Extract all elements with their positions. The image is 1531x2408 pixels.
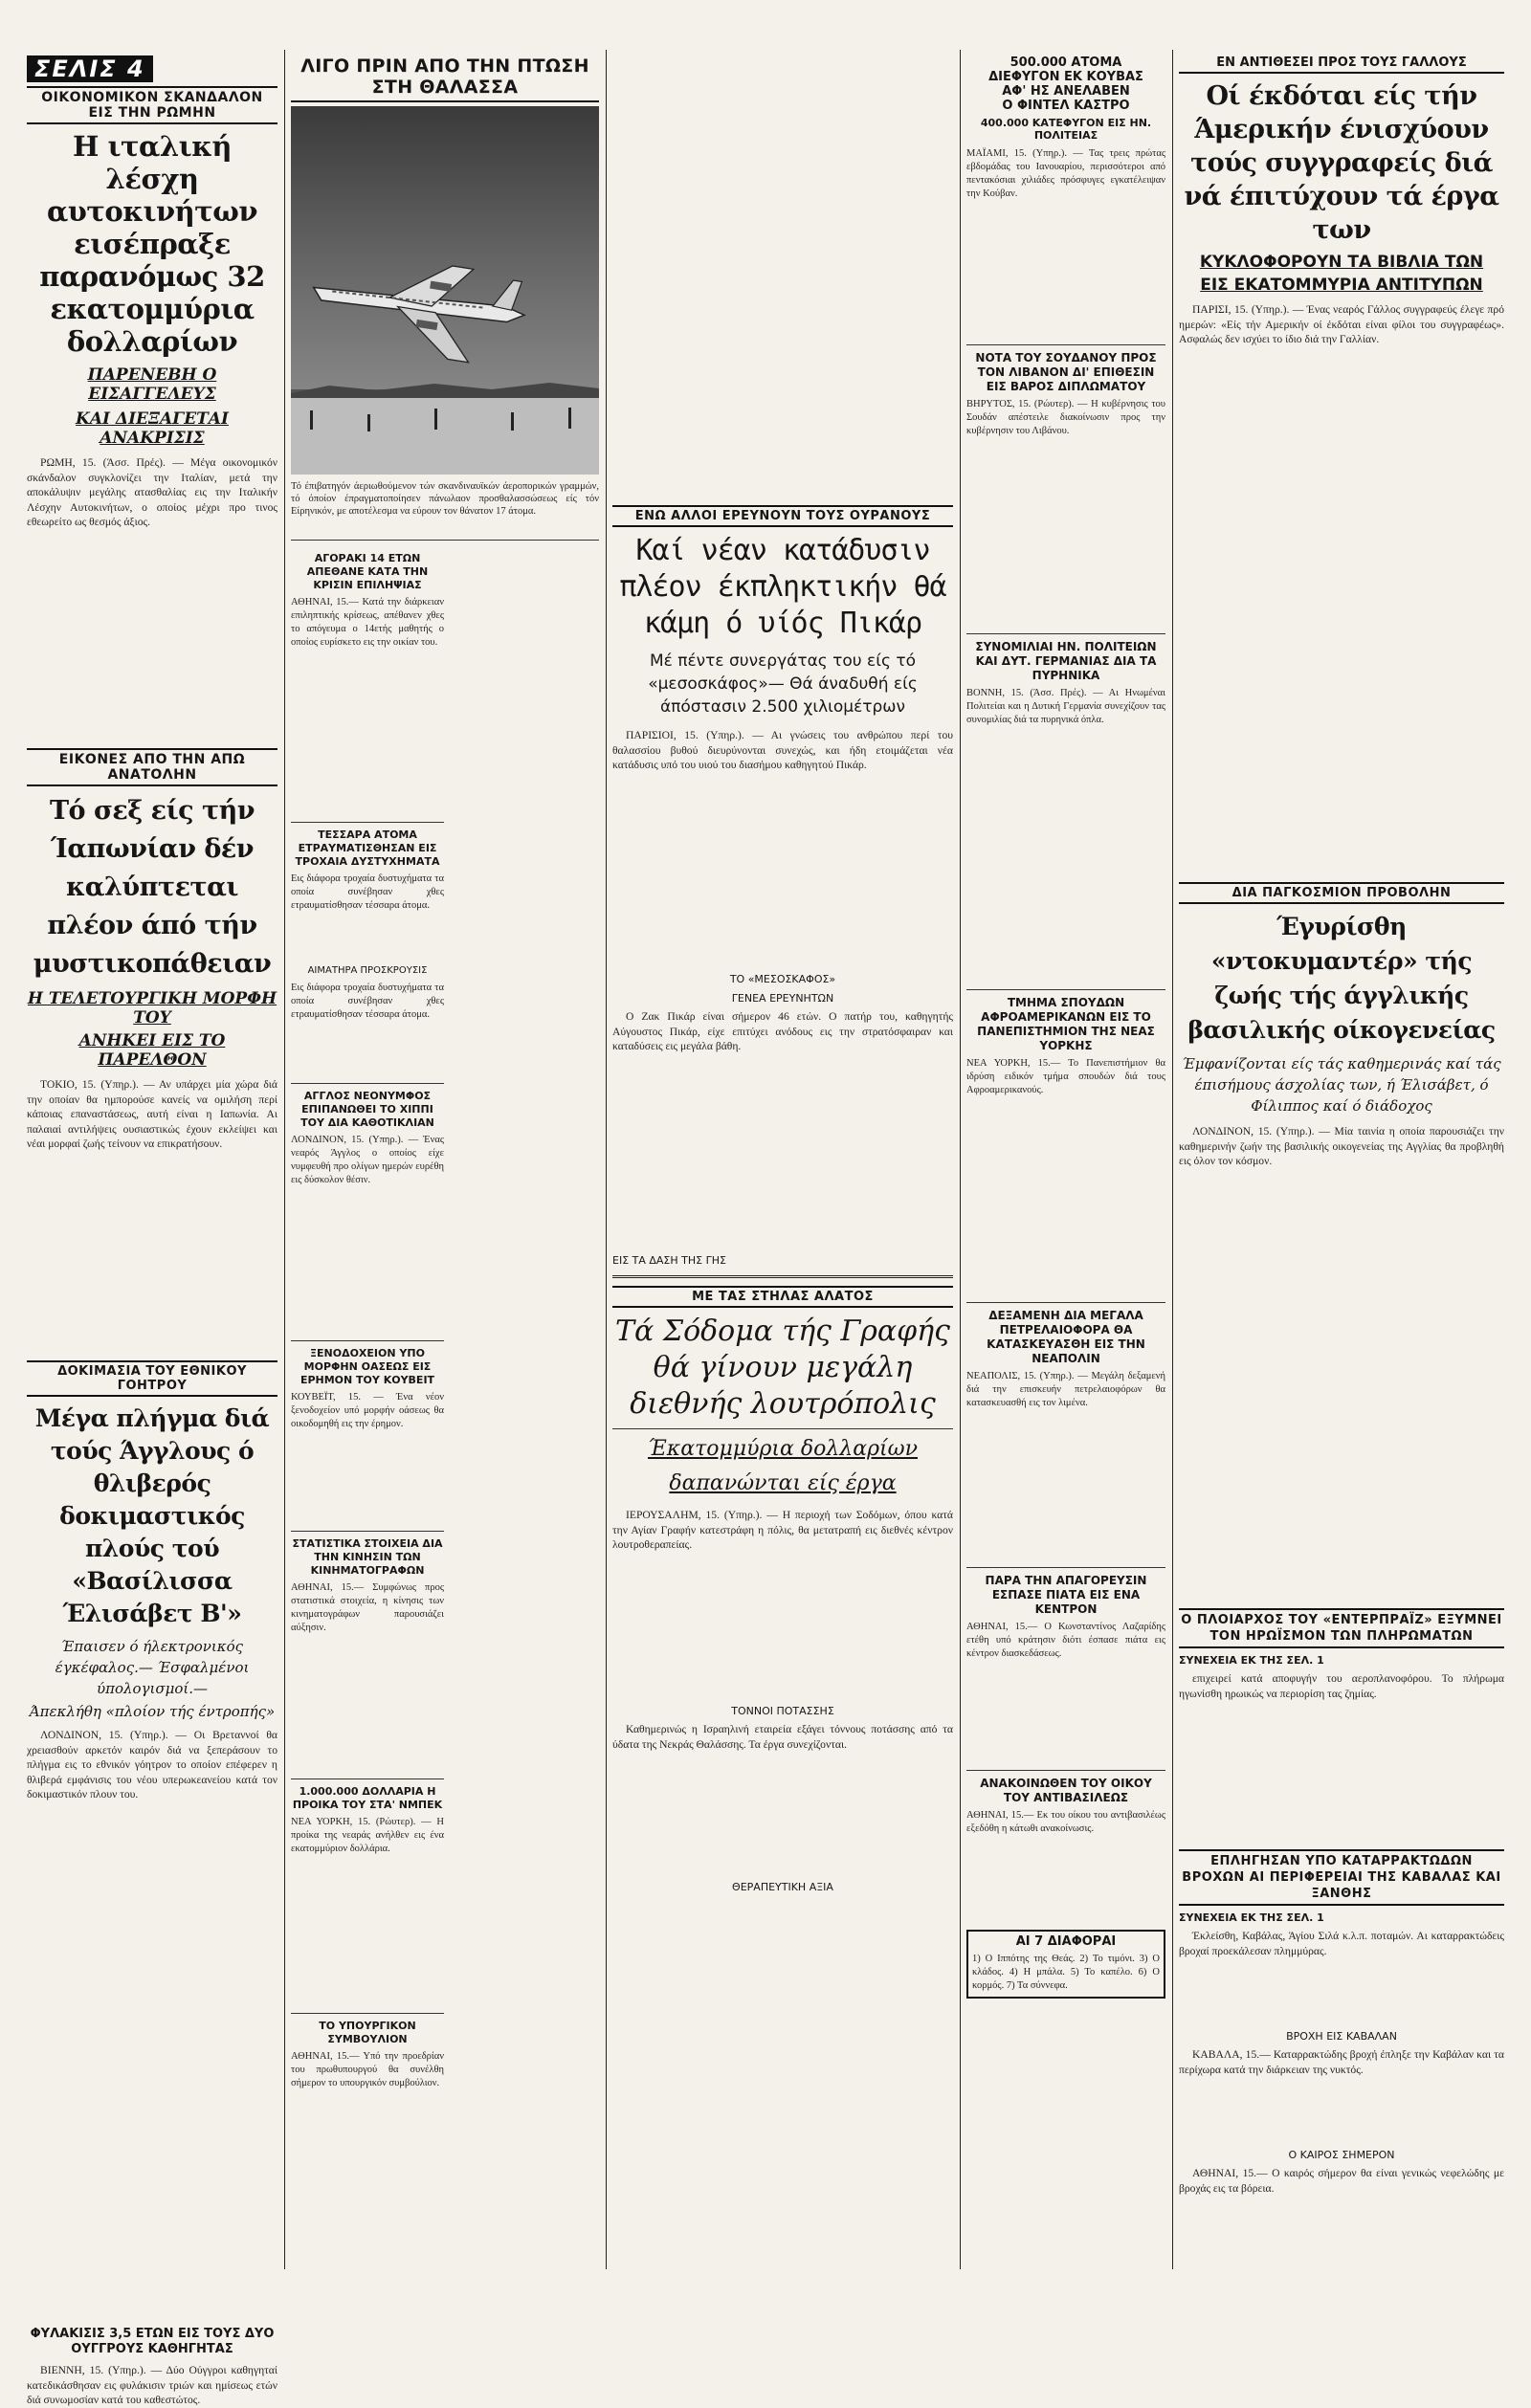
page-number-badge: ΣΕΛΙΣ 4: [27, 55, 153, 82]
brief-body: ΑΘΗΝΑΙ, 15.— Συμφώνως προς στατιστικά στοιχεία, η κίνησις των κινηματογράφων παρουσιάζει αύξησιν.: [291, 1582, 444, 1633]
inline-subhead: ΓΕΝΕΑ ΕΡΕΥΝΗΤΩΝ: [731, 992, 834, 1005]
column-2: [291, 55, 599, 2275]
brief-body: ΑΘΗΝΑΙ, 15.— Κατά την διάρκειαν επιληπτικής κρίσεως, απέθανεν χθες το απόγευμα ο 14ετής μαθητής ο οποίος ευρίσκετο εις την οικίαν του.: [291, 597, 444, 648]
divider: [966, 344, 1165, 345]
subheadline-1: ΠΑΡΕΝΕΒΗ Ο ΕΙΣΑΓΓΕΛΕΥΣ: [87, 365, 217, 404]
box-line: Ο ΦΙΝΤΕΛ ΚΑΣΤΡΟ: [1002, 99, 1130, 113]
puzzle-box: [966, 1930, 1165, 1999]
article-paragraph: Ο Ζακ Πικάρ είναι σήμερον 46 ετών. Ο πατήρ του, καθηγητής Αύγουστος Πικάρ, είχε επιτύχει ανόδους εις την στρατόσφαιραν και καταδύσεις εις μεγάλα βάθη.: [612, 1010, 953, 1052]
brief-headline: ΑΝΑΚΟΙΝΩΘΕΝ ΤΟΥ ΟΙΚΟΥ ΤΟΥ ΑΝΤΙΒΑΣΙΛΕΩΣ: [980, 1777, 1152, 1804]
brief-headline: ΣΤΑΤΙΣΤΙΚΑ ΣΤΟΙΧΕΙΑ ΔΙΑ ΤΗΝ ΚΙΝΗΣΙΝ ΤΩΝ ΚΙΝΗΜΑΤΟΓΡΑΦΩΝ: [292, 1537, 443, 1577]
deck: Μέ πέντε συνεργάτας του είς τό «μεσοσκάφος»— Θά άναδυθή είς άπόστασιν 2.500 χιλιομέτρων: [648, 652, 918, 717]
column-rule-1: [284, 50, 285, 2269]
article-paragraph: ΛΟΝΔΙΝΟΝ, 15. (Υπηρ.). — Οι Βρεταννοί θα χρειασθούν αρκετόν καιρόν διά να ξεπεράσουν το πλήγμα εις το εθνικόν γόητρον το οποίον επέφερεν η θλιβερά εμφάνισις του νέου υπερωκεανείου κατά τον δοκιμαστικόν πλουν του.: [27, 1729, 277, 1800]
divider: [291, 1531, 444, 1532]
continuation-label: ΣΥΝΕΧΕΙΑ ΕΚ ΤΗΣ ΣΕΛ. 1: [1179, 1911, 1324, 1924]
article-paragraph: ΛΟΝΔΙΝΟΝ, 15. (Υπηρ.). — Μία ταινία η οποία παρουσιάζει την καθημερινήν ζωήν της βασιλικής οικογενείας της Αγγλίας θα προβληθή εις όλον τον κόσμον.: [1179, 1125, 1504, 1167]
deck: Έμφανίζονται είς τάς καθημερινάς καί τάς έπισήμους άσχολίας των, ή Έλισάβετ, ό Φίλιππος καί ό διάδοχος: [1182, 1055, 1501, 1115]
section-kicker: ΜΕ ΤΑΣ ΣΤΗΛΑΣ ΑΛΑΤΟΣ: [612, 1286, 953, 1308]
brief-body: ΚΟΥΒΕΪΤ, 15. — Ένα νέον ξενοδοχείον υπό μορφήν οάσεως θα οικοδομηθή εις την έρημον.: [291, 1392, 444, 1429]
headline: Μέγα πλήγμα διά τούς Άγγλους ό θλιβερός δοκιμαστικός πλούς τού «Βασίλισσα Έλισάβετ Β'»: [34, 1404, 270, 1627]
article-body: [27, 455, 277, 742]
brief-headline: ΑΙ 7 ΔΙΑΦΟΡΑΙ: [1015, 1934, 1117, 1949]
divider: [966, 989, 1165, 990]
inline-subhead: ΘΕΡΑΠΕΥΤΙΚΗ ΑΞΙΑ: [732, 1881, 833, 1893]
subheadline-2: ΕΙΣ ΕΚΑΤΟΜΜΥΡΙΑ ΑΝΤΙΤΥΠΩΝ: [1200, 276, 1483, 295]
subheadline-2: ΚΑΙ ΔΙΕΞΑΓΕΤΑΙ ΑΝΑΚΡΙΣΙΣ: [76, 409, 229, 448]
brief-text: Εις διάφορα τροχαία δυστυχήματα τα οποία συνέβησαν χθες ετραυματίσθησαν τέσσαρα άτομα.: [291, 983, 444, 1020]
brief-body: [291, 982, 444, 1077]
section-kicker: ΕΠΛΗΓΗΣΑΝ ΥΠΟ ΚΑΤΑΡΡΑΚΤΩΔΩΝ ΒΡΟΧΩΝ ΑΙ ΠΕΡΙΦΕΡΕΙΑΙ ΤΗΣ ΚΑΒΑΛΑΣ ΚΑΙ ΞΑΝΘΗΣ: [1179, 1849, 1504, 1906]
divider: [291, 2013, 444, 2014]
article-paragraph: ΠΑΡΙΣΙ, 15. (Υπηρ.). — Ένας νεαρός Γάλλος συγγραφεύς έλεγε πρό ημερών: «Είς τήν Αμερικήν οί έκδόται είναι φίλοι του συγγραφέως». Ασφαλώς δεν ισχύει το ίδιο διά την Γαλλίαν.: [1179, 303, 1504, 345]
section-kicker: ΕΝΩ ΑΛΛΟΙ ΕΡΕΥΝΟΥΝ ΤΟΥΣ ΟΥΡΑΝΟΥΣ: [612, 505, 953, 527]
divider: [612, 1275, 953, 1278]
box-line: 400.000 ΚΑΤΕΦΥΓΟΝ ΕΙΣ ΗΝ. ΠΟΛΙΤΕΙΑΣ: [980, 117, 1152, 142]
section-kicker: ΕΙΚΟΝΕΣ ΑΠΟ ΤΗΝ ΑΠΩ ΑΝΑΤΟΛΗΝ: [27, 748, 277, 786]
column-3: [612, 55, 953, 2275]
article-paragraph: ΑΘΗΝΑΙ, 15.— Ο καιρός σήμερον θα είναι γενικώς νεφελώδης με βροχάς εις τα βόρεια.: [1179, 2167, 1504, 2195]
article-paragraph: ΤΟΚΙΟ, 15. (Υπηρ.). — Αν υπάρχει μία χώρα διά την οποίαν θα ημπορούσε κανείς να ομιλήση περί κάποιας επαναστάσεως, αυτή είναι η Ιαπωνία. Αι παλαιαί αντιλήψεις ουσιαστικώς έχουν εκλείψει και νέαι μορφαί ζωής τείνουν να επικρατήσουν.: [27, 1078, 277, 1150]
headline: Τό σεξ είς τήν Ίαπωνίαν δέν καλύπτεται πλέον άπό τήν μυστικοπάθειαν: [33, 796, 272, 979]
divider: [291, 540, 599, 541]
divider: [966, 633, 1165, 634]
brief-body: ΑΘΗΝΑΙ, 15.— Εκ του οίκου του αντιβασιλέως εξεδόθη η κάτωθι ανακοίνωσις.: [966, 1810, 1165, 1834]
brief-headline: 1.000.000 ΔΟΛΛΑΡΙΑ Η ΠΡΟΙΚΑ ΤΟΥ ΣΤΑ' ΝΜΠΕΚ: [292, 1785, 443, 1811]
headline: ΦΥΛΑΚΙΣΙΣ 3,5 ΕΤΩΝ ΕΙΣ ΤΟΥΣ ΔΥΟ ΟΥΓΓΡΟΥΣ ΚΑΘΗΓΗΤΑΣ: [30, 2327, 275, 2356]
inline-subhead: ΕΙΣ ΤΑ ΔΑΣΗ ΤΗΣ ΓΗΣ: [612, 1254, 726, 1267]
brief-headline: ΑΓΓΛΟΣ ΝΕΟΝΥΜΦΟΣ ΕΠΙΠΑΝΩΘΕΙ ΤΟ ΧΙΠΠΙ ΤΟΥ ΔΙΑ ΚΑΘΟΤΙΚΛΙΑΝ: [300, 1090, 434, 1129]
column-rule-4: [1172, 50, 1173, 2269]
deck-1: Έπαισεν ό ήλεκτρονικός έγκέφαλος.— Έσφαλμένοι ύπολογισμοί.—: [55, 1638, 250, 1697]
section-kicker: ΟΙΚΟΝΟΜΙΚΟΝ ΣΚΑΝΔΑΛΟΝ ΕΙΣ ΤΗΝ ΡΩΜΗΝ: [27, 86, 277, 124]
article-body: [1179, 1929, 1504, 2024]
headline: Έγυρίσθη «ντοκυμαντέρ» τής ζωής τής άγγλικής βασιλικής οίκογενείας: [1187, 913, 1496, 1044]
photo-title: ΛΙΓΟ ΠΡΙΝ ΑΠΟ ΤΗΝ ΠΤΩΣΗ ΣΤΗ ΘΑΛΑΣΣΑ: [291, 55, 599, 102]
subheadline-1: ΚΥΚΛΟΦΟΡΟΥΝ ΤΑ ΒΙΒΛΙΑ ΤΩΝ: [1199, 253, 1484, 272]
brief-body: ΝΕΑΠΟΛΙΣ, 15. (Υπηρ.). — Μεγάλη δεξαμενή διά την επισκευήν πετρελαιοφόρων θα κατασκευασθή εις τον λιμένα.: [966, 1371, 1165, 1408]
article-body: [27, 2363, 277, 2408]
article-body: ΜΑΪΑΜΙ, 15. (Υπηρ.). — Τας τρεις πρώτας εβδομάδας του Ιανουαρίου, περισσότεροι από πεντακόσιαι χιλιάδες πρόσφυγες εγκατέλειψαν την Κούβαν.: [966, 148, 1165, 199]
column-rule-2: [606, 50, 607, 2269]
brief-headline: ΣΥΝΟΜΙΛΙΑΙ ΗΝ. ΠΟΛΙΤΕΙΩΝ ΚΑΙ ΔΥΤ. ΓΕΡΜΑΝΙΑΣ ΔΙΑ ΤΑ ΠΥΡΗΝΙΚΑ: [975, 640, 1157, 682]
deck-2: Άπεκλήθη «πλοίον τής έντροπής»: [29, 1703, 276, 1720]
section-kicker: ΕΝ ΑΝΤΙΘΕΣΕΙ ΠΡΟΣ ΤΟΥΣ ΓΑΛΛΟΥΣ: [1179, 55, 1504, 74]
box-line: 500.000 ΑΤΟΜΑ: [1010, 55, 1122, 70]
article-body: [1179, 1124, 1504, 1602]
article-paragraph: ΠΑΡΙΣΙΟΙ, 15. (Υπηρ.). — Αι γνώσεις του ανθρώπου περί του θαλασσίου βυθού διευρύνονται συνεχώς, και ήδη ετοιμάζεται νέα κατάδυσις υπό του υιού του διασήμου καθηγητού Πικάρ.: [612, 729, 953, 771]
headline: Καί νέαν κατάδυσιν πλέον έκπληκτικήν θά κάμη ό υίός Πικάρ: [619, 534, 946, 640]
brief-headline: ΞΕΝΟΔΟΧΕΙΟΝ ΥΠΟ ΜΟΡΦΗΝ ΟΑΣΕΩΣ ΕΙΣ ΕΡΗΜΟΝ ΤΟΥ ΚΟΥΒΕΙΤ: [300, 1347, 435, 1386]
brief-headline: ΠΑΡΑ ΤΗΝ ΑΠΑΓΟΡΕΥΣΙΝ ΕΣΠΑΣΕ ΠΙΑΤΑ ΕΙΣ ΕΝΑ ΚΕΝΤΡΟΝ: [985, 1574, 1147, 1616]
headline: Οί έκδόται είς τήν Άμερικήν ένισχύουν τούς συγγραφείς διά νά έπιτύχουν τά έργα των: [1184, 81, 1499, 245]
article-paragraph: Έκλείσθη, Καβάλας, Άγίου Σιλά κ.λ.π. ποταμών. Αι καταρρακτώδεις βροχαί προεκάλεσαν πλημμύρας.: [1179, 1930, 1504, 1957]
article-body: [612, 728, 953, 967]
divider: [966, 1567, 1165, 1568]
subheadline-1: Η ΤΕΛΕΤΟΥΡΓΙΚΗ ΜΟΡΦΗ ΤΟΥ: [27, 989, 277, 1027]
brief-body: ΒΗΡΥΤΟΣ, 15. (Ρώυτερ). — Η κυβέρνησις του Σουδάν απέστειλε διακοίνωσιν προς την κυβέρνησιν του Λιβάνου.: [966, 399, 1165, 436]
column-5: [1179, 55, 1504, 2275]
brief-body: Εις διάφορα τροχαία δυστυχήματα τα οποία συνέβησαν χθες ετραυματίσθησαν τέσσαρα άτομα.: [291, 873, 444, 911]
article-body: [1179, 2047, 1504, 2143]
brief-headline: ΤΜΗΜΑ ΣΠΟΥΔΩΝ ΑΦΡΟΑΜΕΡΙΚΑΝΩΝ ΕΙΣ ΤΟ ΠΑΝΕΠΙΣΤΗΜΙΟΝ ΤΗΣ ΝΕΑΣ ΥΟΡΚΗΣ: [977, 996, 1155, 1052]
brief-body: ΝΕΑ ΥΟΡΚΗ, 15. (Ρώυτερ). — Η προίκα της νεαράς ανήλθεν εις ένα εκατομμύριον δολλάρια.: [291, 1817, 444, 1854]
page-badge: [27, 55, 277, 82]
deck-1: Έκατομμύρια δολλαρίων: [648, 1437, 918, 1461]
column-rule-3: [960, 50, 961, 2269]
inline-subhead: ΒΡΟΧΗ ΕΙΣ ΚΑΒΑΛΑΝ: [1286, 2030, 1397, 2043]
article-body: [1179, 1671, 1504, 1844]
article-body: [612, 1009, 953, 1248]
article-body: [27, 1728, 277, 2321]
brief-body: 1) Ο Ιππότης της Θεάς. 2) Το τιμόνι. 3) Ο κλάδος. 4) Η μπάλα. 5) Το καπέλο. 6) Ο κορμός. 7) Τα σύννεφα.: [972, 1954, 1160, 1991]
brief-headline: ΑΓΟΡΑΚΙ 14 ΕΤΩΝ ΑΠΕΘΑΝΕ ΚΑΤΑ ΤΗΝ ΚΡΙΣΙΝ ΕΠΙΛΗΨΙΑΣ: [306, 552, 429, 591]
brief-headline: ΤΕΣΣΑΡΑ ΑΤΟΜΑ ΕΤΡΑΥΜΑΤΙΣΘΗΣΑΝ ΕΙΣ ΤΡΟΧΑΙΑ ΔΥΣΤΥΧΗΜΑΤΑ: [295, 828, 440, 868]
inline-subhead: Ο ΚΑΙΡΟΣ ΣΗΜΕΡΟΝ: [1288, 2149, 1395, 2161]
article-paragraph: ΙΕΡΟΥΣΑΛΗΜ, 15. (Υπηρ.). — Η περιοχή των Σοδόμων, όπου κατά την Αγίαν Γραφήν κατεστράφη η πόλις, θα μετατραπή εις διεθνές κέντρον λουτροθεραπείας.: [612, 1509, 953, 1551]
divider: [291, 822, 444, 823]
article-paragraph: Καθημερινώς η Ισραηλινή εταιρεία εξάγει τόννους ποτάσσης από τα ύδατα της Νεκράς Θαλάσσης. Τα έργα συνεχίζονται.: [612, 1723, 953, 1751]
brief-body: ΑΘΗΝΑΙ, 15.— Ο Κωνσταντίνος Λαζαρίδης ετέθη υπό κράτησιν διότι έσπασε πιάτα εις κέντρον διασκεδάσεως.: [966, 1622, 1165, 1659]
inline-subhead: ΑΙΜΑΤΗΡΑ ΠΡΟΣΚΡΟΥΣΙΣ: [307, 965, 428, 976]
box-line: ΑΦ' ΗΣ ΑΝΕΛΑΒΕΝ: [1002, 84, 1130, 99]
article-body: [1179, 302, 1504, 876]
brief-body: ΝΕΑ ΥΟΡΚΗ, 15.— Το Πανεπιστήμιον θα ιδρύση ειδικόν τμήμα σπουδών διά τους Αφροαμερικανούς.: [966, 1058, 1165, 1095]
brief-body: ΒΟΝΝΗ, 15. (Άσσ. Πρές). — Αι Ηνωμέναι Πολιτείαι και η Δυτική Γερμανία συνεχίζουν τας συνομιλίας διά τα πυρηνικά όπλα.: [966, 688, 1165, 725]
deck-2: δαπανώνται είς έργα: [669, 1471, 897, 1495]
article-paragraph: ΚΑΒΑΛΑ, 15.— Καταρρακτώδης βροχή έπληξε την Καβάλαν και τα περίχωρα κατά την διάρκειαν της νυκτός.: [1179, 2048, 1504, 2076]
divider: [291, 1778, 444, 1779]
photo-caption: Τό έπιβατηγόν άεριωθούμενον τών σκανδιναυϊκών άεροπορικών γραμμών, τό όποίον έπραγματοποίησεν πάνωλαον προσθαλασσώσεως είς τόν Είρηνικόν, με αποτέλεσμα να εύρουν τον θάνατον 17 άτομα.: [291, 481, 599, 517]
headline: Η ιταλική λέσχη αυτοκινήτων εισέπραξε παρανόμως 32 εκατομμύρια δολλαρίων: [39, 130, 265, 358]
divider: [291, 1083, 444, 1084]
brief-headline: ΤΟ ΥΠΟΥΡΓΙΚΟΝ ΣΥΜΒΟΥΛΙΟΝ: [319, 2020, 416, 2045]
article-paragraph: ΒΙΕΝΝΗ, 15. (Υπηρ.). — Δύο Ούγγροι καθηγηταί κατεδικάσθησαν εις φυλάκισιν τριών και ημίσεως ετών διά συνωμοσίαν κατά του καθεστώτος.: [27, 2364, 277, 2406]
headline-box: [966, 55, 1165, 142]
article-body: [27, 1077, 277, 1355]
divider: [966, 1302, 1165, 1303]
airplane-photo: [291, 106, 599, 475]
article-body: [612, 1722, 953, 1875]
box-line: ΔΙΕΦΥΓΟΝ ΕΚ ΚΟΥΒΑΣ: [988, 70, 1143, 84]
article-paragraph: επιχειρεί κατά αποφυγήν του αεροπλανοφόρου. Το πλήρωμα ηγωνίσθη ηρωικώς να περιορίση τας ζημίας.: [1179, 1672, 1504, 1700]
article-body: [1179, 2166, 1504, 2196]
continuation-label: ΣΥΝΕΧΕΙΑ ΕΚ ΤΗΣ ΣΕΛ. 1: [1179, 1654, 1324, 1667]
brief-body: ΑΘΗΝΑΙ, 15.— Υπό την προεδρίαν του πρωθυπουργού θα συνέλθη σήμερον το υπουργικόν συμβούλιον.: [291, 2051, 444, 2088]
briefs-column: [291, 546, 444, 2090]
section-kicker: ΔΙΑ ΠΑΓΚΟΣΜΙΟΝ ΠΡΟΒΟΛΗΝ: [1179, 882, 1504, 904]
divider: [612, 1428, 953, 1429]
inline-subhead: ΤΟ «ΜΕΣΟΣΚΑΦΟΣ»: [729, 973, 836, 985]
news-photo: [291, 106, 599, 478]
section-kicker: ΔΟΚΙΜΑΣΙΑ ΤΟΥ ΕΘΝΙΚΟΥ ΓΟΗΤΡΟΥ: [27, 1360, 277, 1397]
article-paragraph: ΡΩΜΗ, 15. (Άσσ. Πρές). — Μέγα οικονομικόν σκάνδαλον συγκλονίζει την Ιταλίαν, μετά την αποκάλυψιν μεγάλης ατασθαλίας εις την Ιταλικήν Λέσχην Αυτοκινήτων, ο οποίος μέχρι προ τινος εθεωρείτο ως θεσμός άξιος.: [27, 456, 277, 528]
inline-subhead: ΤΟΝΝΟΙ ΠΟΤΑΣΣΗΣ: [731, 1705, 834, 1717]
brief-headline: ΝΟΤΑ ΤΟΥ ΣΟΥΔΑΝΟΥ ΠΡΟΣ ΤΟΝ ΛΙΒΑΝΟΝ ΔΙ' ΕΠΙΘΕΣΙΝ ΕΙΣ ΒΑΡΟΣ ΔΙΠΛΩΜΑΤΟΥ: [975, 351, 1157, 393]
column-4: [966, 55, 1165, 2275]
brief-body: ΛΟΝΔΙΝΟΝ, 15. (Υπηρ.). — Ένας νεαρός Άγγλος ο οποίος είχε νυμφευθή προ ολίγων ημερών ευρέθη εις δύσκολον θέσιν.: [291, 1135, 444, 1185]
divider: [291, 1340, 444, 1341]
column-1: [27, 55, 277, 2406]
headline: Τά Σόδομα τής Γραφής θά γίνουν μεγάλη διεθνής λουτρόπολις: [615, 1314, 950, 1421]
subheadline-2: ΑΝΗΚΕΙ ΕΙΣ ΤΟ ΠΑΡΕΛΘΟΝ: [78, 1031, 226, 1070]
section-kicker: Ο ΠΛΟΙΑΡΧΟΣ ΤΟΥ «ΕΝΤΕΡΠΡΑΪΖ» ΕΞΥΜΝΕΙ ΤΟΝ ΗΡΩΪΣΜΟΝ ΤΩΝ ΠΛΗΡΩΜΑΤΩΝ: [1179, 1608, 1504, 1648]
brief-headline: ΔΕΞΑΜΕΝΗ ΔΙΑ ΜΕΓΑΛΑ ΠΕΤΡΕΛΑΙΟΦΟΡΑ ΘΑ ΚΑΤΑΣΚΕΥΑΣΘΗ ΕΙΣ ΤΗΝ ΝΕΑΠΟΛΙΝ: [987, 1309, 1145, 1365]
article-body: [612, 1508, 953, 1699]
divider: [966, 1770, 1165, 1771]
